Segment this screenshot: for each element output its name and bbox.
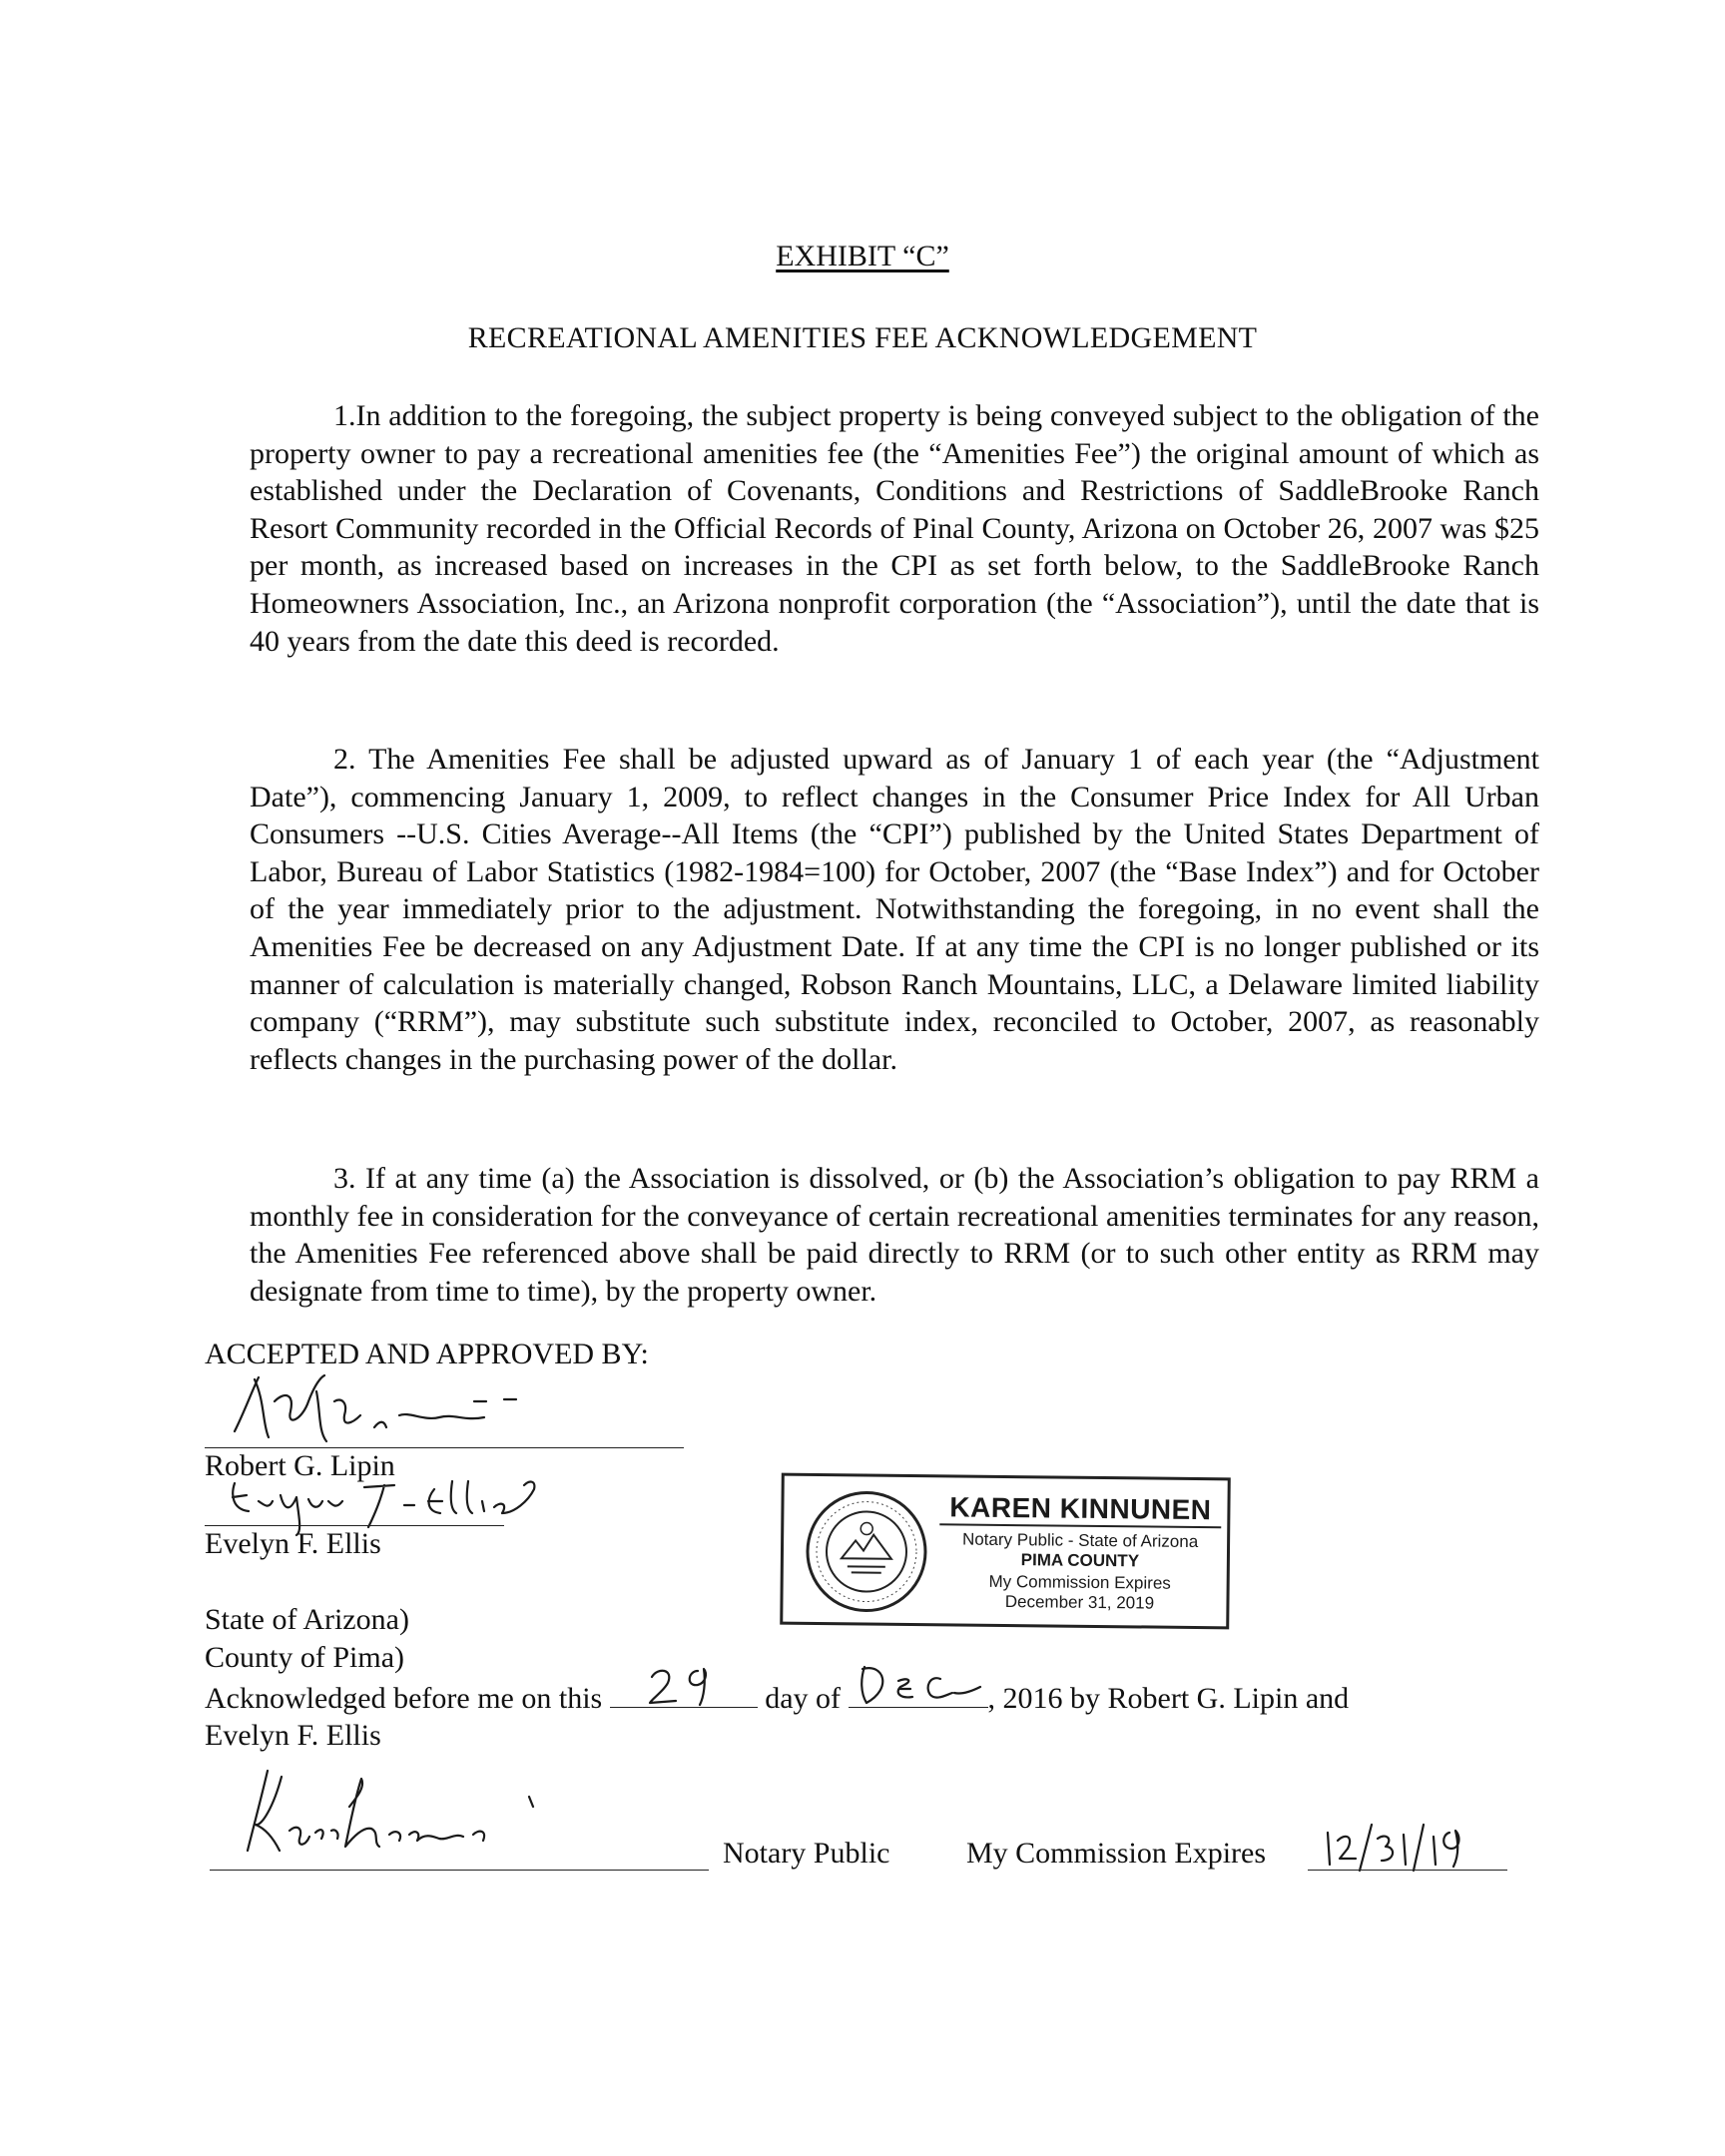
notary-stamp xyxy=(780,1473,1231,1630)
day-blank xyxy=(610,1679,758,1708)
accepted-heading: ACCEPTED AND APPROVED BY: xyxy=(205,1338,649,1370)
notary-commission-date: December 31, 2019 xyxy=(1004,1592,1155,1613)
handwritten-day-29 xyxy=(646,1663,726,1709)
state-seal-icon xyxy=(803,1488,929,1615)
venue-state: State of Arizona) xyxy=(205,1603,409,1636)
notary-title: Notary Public - State of Arizona xyxy=(961,1529,1199,1552)
notary-signature xyxy=(240,1767,679,1867)
month-blank xyxy=(849,1679,988,1708)
handwritten-month-dec xyxy=(855,1659,984,1709)
notary-name: KAREN KINNUNEN xyxy=(939,1491,1221,1528)
paragraph-1: 1.In addition to the foregoing, the subject property is being conveyed subject to the obligation of the property owner to pay a recreational amenities fee (the “Amenities Fee”) the original amount of which as established under the Declaration of Covenants, Conditions and Restrictions of SaddleBrooke Ranch Resort Community recorded in the Official Records of Pinal County, Arizona on October 26, 2007 was $25 per month, as increased based on increases in the CPI as set forth below, to the SaddleBrooke Ranch Homeowners Association, Inc., an Arizona nonprofit corporation (the “Association”), until the date that is 40 years from the date this deed is recorded. xyxy=(250,399,1539,658)
exhibit-heading: EXHIBIT “C” xyxy=(776,240,949,272)
notary-signature-line xyxy=(210,1870,709,1871)
signer-2-name: Evelyn F. Ellis xyxy=(205,1527,381,1560)
document-title: RECREATIONAL AMENITIES FEE ACKNOWLEDGEMENT xyxy=(467,321,1258,354)
ack-suffix: , 2016 by Robert G. Lipin and xyxy=(987,1682,1350,1715)
commission-date-line xyxy=(1308,1870,1507,1871)
acknowledgement-continuation: Evelyn F. Ellis xyxy=(205,1719,381,1752)
notary-commission-label: My Commission Expires xyxy=(988,1571,1171,1593)
commission-expires-label: My Commission Expires xyxy=(966,1837,1267,1870)
signature-line-1 xyxy=(205,1447,684,1448)
paragraph-3: 3. If at any time (a) the Association is dissolved, or (b) the Association’s obligation to pay RRM a monthly fee in consideration for the conveyance of certain recreational amenities terminates for any reason, the Amenities Fee referenced above shall be paid directly to RRM (or to such other entity as RRM may designate from time to time), by the property owner. xyxy=(250,1162,1539,1308)
signature-robert-lipin xyxy=(225,1371,544,1451)
paragraph-2: 2. The Amenities Fee shall be adjusted upward as of January 1 of each year (the “Adjustment Date”), commencing January 1, 2009, to reflect changes in the Consumer Price Index for All Urban Consumers --U.S. Cities Average--All Items (the “CPI”) published by the United States Department of Labor, Bureau of Labor Statistics (1982-1984=100) for October, 2007 (the “Base Index”) and for October of the year immediately prior to the adjustment. Notwithstanding the foregoing, in no event shall the Amenities Fee be decreased on any Adjustment Date. If at any time the CPI is no longer published or its manner of calculation is materially changed, Robson Ranch Mountains, LLC, a Delaware limited liability company (“RRM”), may substitute such substitute index, reconciled to October, 2007, as reasonably reflects changes in the purchasing power of the dollar. xyxy=(250,743,1539,1076)
venue-county: County of Pima) xyxy=(205,1641,404,1674)
day-of-label: day of xyxy=(765,1682,842,1715)
ack-prefix: Acknowledged before me on this xyxy=(205,1682,603,1715)
signer-1-name: Robert G. Lipin xyxy=(205,1449,395,1482)
notary-county: PIMA COUNTY xyxy=(1020,1550,1140,1571)
venue-block xyxy=(205,1601,409,1677)
acknowledgement-line xyxy=(205,1679,1349,1716)
handwritten-commission-date xyxy=(1320,1819,1509,1875)
notary-public-label: Notary Public xyxy=(723,1837,890,1870)
signature-line-2 xyxy=(205,1525,504,1526)
